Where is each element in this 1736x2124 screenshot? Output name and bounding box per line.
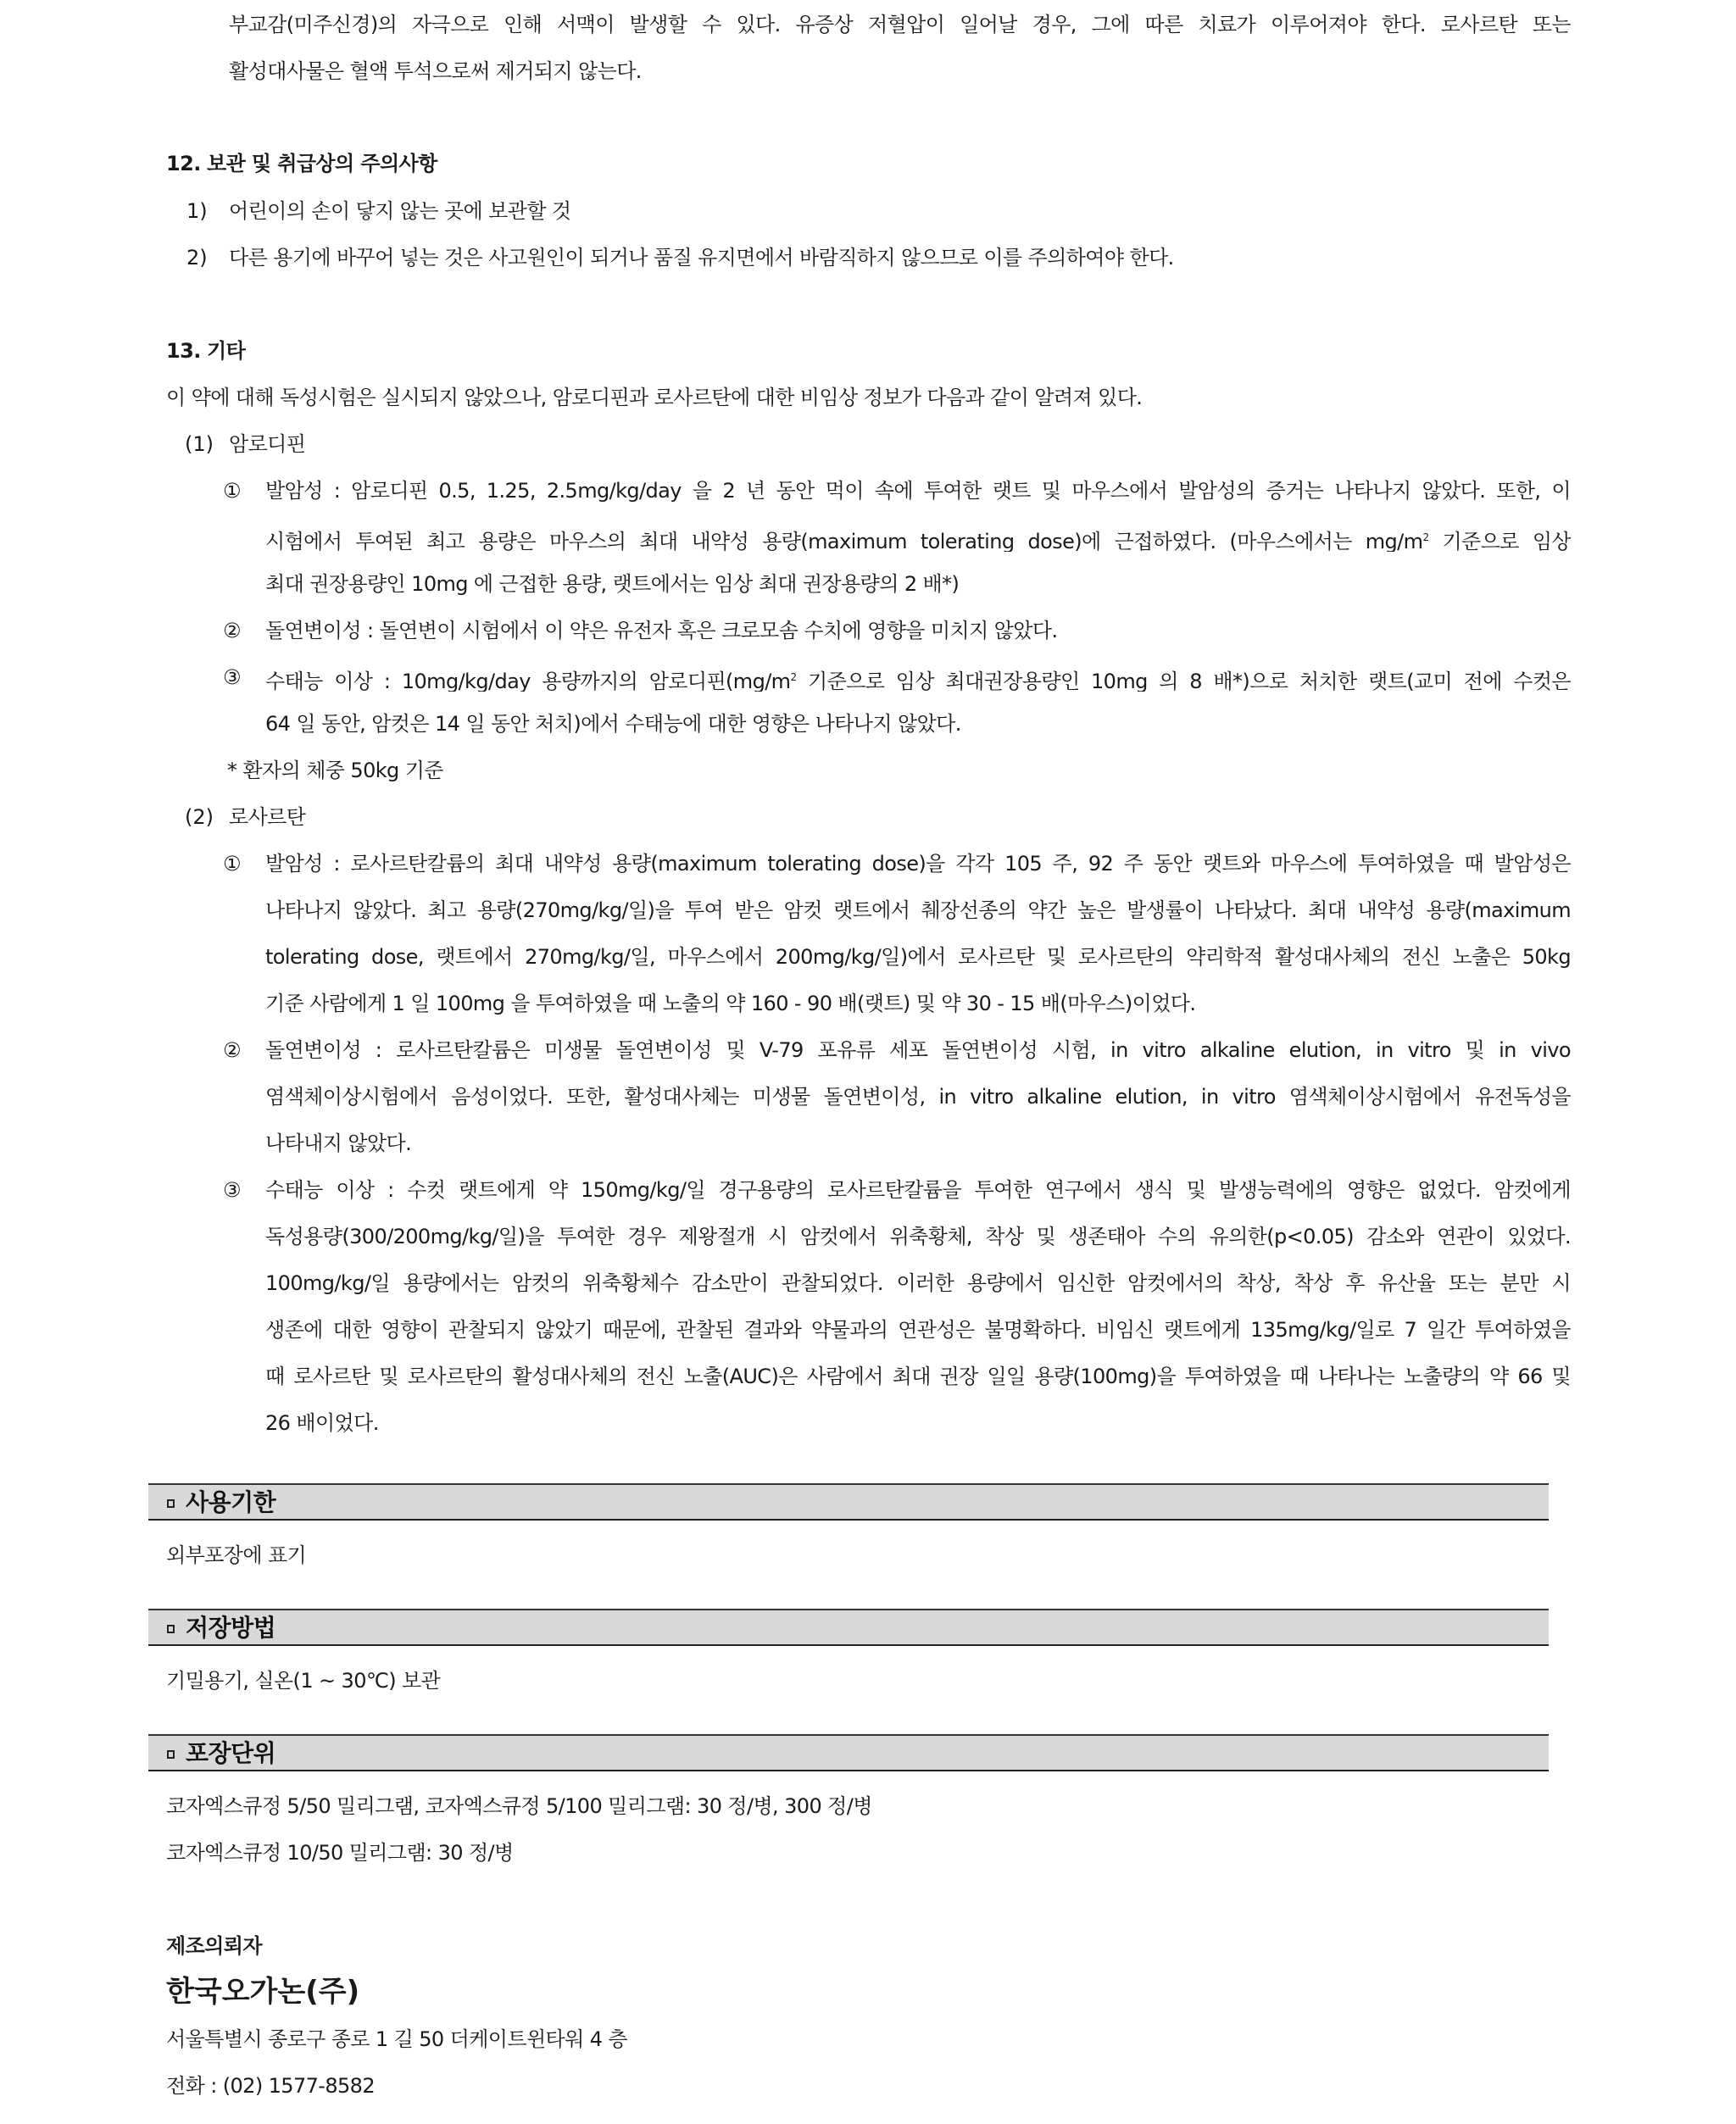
item-line: 나타내지 않았다. [265,1132,412,1155]
item-line: 발암성 : 로사르탄칼륨의 최대 내약성 용량(maximum tolerating dose)을 각각 105 주, 92 주 동안 랫트와 마우스에 투여하였을 때 발암성은 [265,852,1571,876]
section-13-intro: 이 약에 대해 독성시험은 실시되지 않았으나, 암로디핀과 로사르탄에 대한 비임상 정보가 다음과 같이 알려져 있다. [166,386,1143,409]
item-line: 때 로사르탄 및 로사르탄의 활성대사체의 전신 노출(AUC)은 사람에서 최대 권장 일일 용량(100mg)을 투여하였을 때 나타나는 노출량의 약 66 및 [265,1365,1571,1388]
intro-line-1: 부교감(미주신경)의 자극으로 인해 서맥이 발생할 수 있다. 유증상 저혈압이 일어날 경우, 그에 따른 치료가 이루어져야 한다. 로사르탄 또는 [229,13,1571,36]
item-line: 시험에서 투여된 최고 용량은 마우스의 최대 내약성 용량(maximum tolerating dose)에 근접하였다. (마우스에서는 $mg/m^2$ 기준으로 임상 [265,530,1571,552]
square-bullet-icon [167,1625,175,1633]
section-13-title: 기타 [207,339,246,363]
item-line: 26 배이었다. [265,1411,379,1435]
section-title: 포장단위 [186,1739,276,1767]
superscript: 2 [790,671,797,683]
item-line: 독성용량(300/200mg/kg/일)을 투여한 경우 제왕절개 시 암컷에서 위축황체, 착상 및 생존태아 수의 유의한(p<0.05) 감소와 연관이 있었다. [265,1225,1571,1248]
manufacturer-label: 제조의뢰자 [166,1934,262,1958]
item-marker: ② [223,619,242,642]
packaging-line: 코자엑스큐정 10/50 밀리그램: 30 정/병 [166,1841,514,1865]
item-marker: ① [223,479,242,503]
list-item: 어린이의 손이 닿지 않는 곳에 보관할 것 [229,199,571,223]
square-bullet-icon [167,1750,175,1759]
intro-line-2: 활성대사물은 혈액 투석으로써 제거되지 않는다. [229,59,642,83]
expiry-text: 외부포장에 표기 [166,1543,307,1567]
subsection-title-amlodipine: 암로디핀 [229,432,306,456]
subsection-marker: (1) [185,432,214,456]
section-13-number: 13. [166,339,201,363]
item-marker: ② [223,1038,242,1062]
section-title: 저장방법 [186,1614,276,1642]
item-line: 돌연변이성 : 돌연변이 시험에서 이 약은 유전자 혹은 크로모솜 수치에 영향을 미치지 않았다. [265,619,1058,642]
item-line: 100mg/kg/일 용량에서는 암컷의 위축황체수 감소만이 관찰되었다. 이러한 용량에서 임신한 암컷에서의 착상, 착상 후 유산율 또는 분만 시 [265,1271,1571,1295]
section-title: 사용기한 [186,1488,276,1516]
company-address: 서울특별시 종로구 종로 1 길 50 더케이트윈타워 4 층 [166,2027,628,2051]
superscript: 2 [1422,531,1429,543]
item-marker: ① [223,852,242,876]
item-line: 생존에 대한 영향이 관찰되지 않았기 때문에, 관찰된 결과와 약물과의 연관성은 불명확하다. 비임신 랫트에게 135mg/kg/일로 7 일간 투여하였을 [265,1318,1571,1342]
storage-text: 기밀용기, 실온(1 ~ 30℃) 보관 [166,1669,441,1693]
item-line: 수태능 이상 : 10mg/kg/day 용량까지의 암로디핀($mg/m^2$ 기준으로 임상 최대권장용량인 10mg 의 8 배*)으로 처치한 랫트(교미 전에 수컷은 [265,670,1571,692]
section-12-title: 보관 및 취급상의 주의사항 [207,152,437,175]
section-header-packaging [148,1734,1549,1771]
list-marker: 2) [186,246,208,270]
company-phone: 전화 : (02) 1577-8582 [166,2074,376,2098]
item-line: tolerating dose, 랫트에서 270mg/kg/일, 마우스에서 200mg/kg/일)에서 로사르탄 및 로사르탄의 약리학적 활성대사체의 전신 노출은 50kg [265,945,1571,969]
list-marker: 1) [186,199,208,223]
item-line: 최대 권장용량인 10mg 에 근접한 용량, 랫트에서는 임상 최대 권장용량의 2 배*) [265,572,960,596]
item-line: 수태능 이상 : 수컷 랫트에게 약 150mg/kg/일 경구용량의 로사르탄칼륨을 투여한 연구에서 생식 및 발생능력에의 영향은 없었다. 암컷에게 [265,1178,1571,1202]
item-line: 나타나지 않았다. 최고 용량(270mg/kg/일)을 투여 받은 암컷 랫트에서 췌장선종의 약간 높은 발생률이 나타났다. 최대 내약성 용량(maximum [265,898,1571,922]
subsection-title-losartan: 로사르탄 [229,805,306,829]
item-line: 64 일 동안, 암컷은 14 일 동안 처치)에서 수태능에 대한 영향은 나타나지 않았다. [265,712,961,736]
square-bullet-icon [167,1499,175,1508]
footnote: * 환자의 체중 50kg 기준 [227,759,443,782]
item-line: 돌연변이성 : 로사르탄칼륨은 미생물 돌연변이성 및 V-79 포유류 세포 돌연변이성 시험, in vitro alkaline elution, in vitro 및 in vivo [265,1038,1571,1062]
list-item: 다른 용기에 바꾸어 넣는 것은 사고원인이 되거나 품질 유지면에서 바람직하지 않으므로 이를 주의하여야 한다. [229,246,1174,270]
company-name: 한국오가논(주) [166,1975,360,2009]
item-line: 기준 사람에게 1 일 100mg 을 투여하였을 때 노출의 약 160 - 90 배(랫트) 및 약 30 - 15 배(마우스)이었다. [265,992,1196,1015]
item-line: 발암성 : 암로디핀 0.5, 1.25, 2.5mg/kg/day 을 2 년 동안 먹이 속에 투여한 랫트 및 마우스에서 발암성의 증거는 나타나지 않았다. 또한, 이 [265,479,1571,503]
item-marker: ③ [223,665,242,689]
item-line: 염색체이상시험에서 음성이었다. 또한, 활성대사체는 미생물 돌연변이성, in vitro alkaline elution, in vitro 염색체이상시험에서 유전독성을 [265,1085,1571,1109]
section-header-expiry [148,1483,1549,1521]
section-12-number: 12. [166,152,201,175]
section-header-storage [148,1609,1549,1646]
packaging-line: 코자엑스큐정 5/50 밀리그램, 코자엑스큐정 5/100 밀리그램: 30 정/병, 300 정/병 [166,1794,872,1818]
subsection-marker: (2) [185,805,214,829]
item-marker: ③ [223,1178,242,1202]
